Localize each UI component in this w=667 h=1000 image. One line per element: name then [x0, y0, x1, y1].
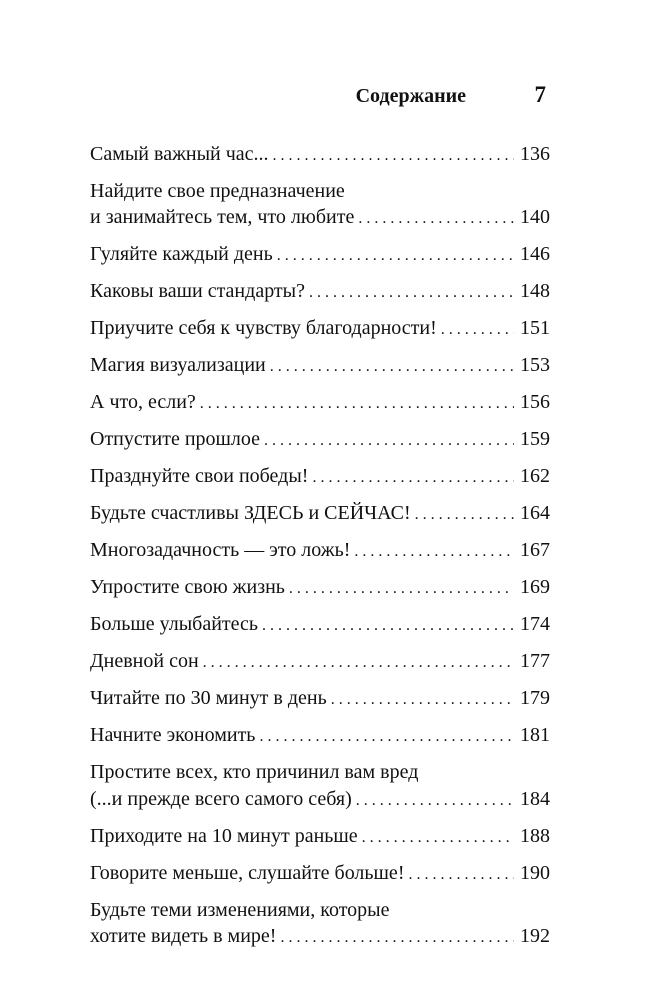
toc-entry-title: Будьте теми изменениями, которые: [90, 898, 390, 921]
toc-entry-line: [90, 178, 550, 204]
toc-entry: [90, 759, 550, 814]
dot-leader: [259, 724, 514, 750]
toc-entry-page: 153: [520, 354, 550, 377]
dot-leader: [280, 925, 514, 951]
toc-entry-title: Будьте счастливы ЗДЕСЬ и СЕЙЧАС!: [90, 502, 411, 525]
toc-entry-title: (...и прежде всего самого себя): [90, 787, 352, 810]
toc-entry-line: [90, 648, 550, 676]
toc-entry: [90, 897, 550, 952]
toc-entry-page: 146: [520, 243, 550, 266]
dot-leader: [273, 143, 514, 169]
toc-entry-line: [90, 463, 550, 491]
toc-entry-line: [90, 759, 550, 785]
toc-entry-title: Каковы ваши стандарты?: [90, 280, 305, 303]
toc-entry-title: Простите всех, кто причинил вам вред: [90, 761, 419, 784]
dot-leader: [264, 428, 514, 454]
dot-leader: [203, 650, 514, 676]
running-head: [90, 82, 550, 110]
toc-entry-page: 169: [520, 576, 550, 599]
toc-entry-page: 167: [520, 539, 550, 562]
toc-entry-line: [90, 786, 550, 814]
toc-entry: [90, 500, 550, 528]
toc-entry: [90, 241, 550, 269]
toc-entry-title: Отпустите прошлое: [90, 428, 261, 451]
table-of-contents: [90, 141, 550, 960]
toc-entry-line: [90, 315, 550, 343]
toc-entry: [90, 463, 550, 491]
toc-entry: [90, 574, 550, 602]
toc-entry-page: 184: [520, 787, 550, 810]
toc-entry: [90, 278, 550, 306]
toc-entry: [90, 537, 550, 565]
toc-entry-line: [90, 611, 550, 639]
toc-entry-title: Дневной сон: [90, 650, 199, 673]
dot-leader: [312, 465, 514, 491]
toc-entry-title: Самый важный час...: [90, 143, 269, 165]
toc-entry-page: 162: [520, 465, 550, 488]
dot-leader: [408, 862, 514, 888]
toc-entry: [90, 352, 550, 380]
toc-entry-page: 174: [520, 613, 550, 636]
toc-entry-title: Больше улыбайтесь: [90, 613, 259, 636]
dot-leader: [354, 539, 514, 565]
toc-entry: [90, 823, 550, 851]
toc-entry-line: [90, 141, 550, 169]
toc-entry-page: 159: [520, 428, 550, 451]
toc-entry-line: [90, 860, 550, 888]
toc-entry-title: Празднуйте свои победы!: [90, 465, 309, 488]
toc-entry-page: 190: [520, 861, 550, 884]
toc-entry: [90, 426, 550, 454]
dot-leader: [441, 317, 514, 343]
toc-entry-title: и занимайтесь тем, что любите: [90, 206, 355, 229]
toc-entry-page: 177: [520, 650, 550, 673]
toc-entry-line: [90, 241, 550, 269]
toc-entry-line: [90, 389, 550, 417]
toc-entry-page: 156: [520, 391, 550, 414]
toc-entry-page: 188: [520, 824, 550, 847]
toc-entry: [90, 860, 550, 888]
toc-entry: [90, 722, 550, 750]
dot-leader: [277, 243, 514, 269]
toc-entry-line: [90, 722, 550, 750]
toc-entry-line: [90, 426, 550, 454]
dot-leader: [309, 280, 514, 306]
toc-entry-page: 148: [520, 280, 550, 303]
toc-entry-title: Многозадачность — это ложь!: [90, 539, 351, 562]
toc-entry: [90, 611, 550, 639]
toc-entry: [90, 178, 550, 233]
toc-entry: [90, 685, 550, 713]
dot-leader: [289, 576, 514, 602]
toc-entry-title: Начните экономить: [90, 724, 256, 747]
page-number: 7: [534, 82, 546, 107]
toc-entry-line: [90, 500, 550, 528]
toc-entry-title: Приучите себя к чувству благодарности!: [90, 317, 437, 340]
toc-entry-title: Найдите свое предназначение: [90, 180, 345, 202]
toc-entry-page: 151: [520, 317, 550, 340]
dot-leader: [415, 502, 514, 528]
toc-entry-title: Упростите свою жизнь: [90, 576, 285, 599]
dot-leader: [262, 613, 514, 639]
toc-entry-line: [90, 823, 550, 851]
dot-leader: [200, 391, 514, 417]
toc-entry-line: [90, 574, 550, 602]
toc-entry: [90, 389, 550, 417]
dot-leader: [358, 206, 514, 232]
toc-entry-page: 136: [520, 143, 550, 165]
toc-entry: [90, 141, 550, 169]
toc-entry-line: [90, 204, 550, 232]
toc-entry-title: Приходите на 10 минут раньше: [90, 824, 358, 847]
toc-entry-title: Читайте по 30 минут в день: [90, 687, 327, 710]
toc-entry: [90, 315, 550, 343]
toc-entry-title: А что, если?: [90, 391, 196, 414]
toc-entry-title: хотите видеть в мире!: [90, 925, 277, 948]
toc-entry-line: [90, 685, 550, 713]
section-title: Содержание: [355, 85, 466, 107]
toc-entry-line: [90, 923, 550, 951]
toc-entry-title: Говорите меньше, слушайте больше!: [90, 861, 405, 884]
toc-entry-page: 179: [520, 687, 550, 710]
dot-leader: [331, 687, 514, 713]
toc-entry-page: 181: [520, 724, 550, 747]
dot-leader: [356, 788, 514, 814]
toc-entry-line: [90, 278, 550, 306]
toc-entry-page: 192: [520, 925, 550, 948]
toc-entry-page: 164: [520, 502, 550, 525]
toc-entry-page: 140: [520, 206, 550, 229]
dot-leader: [362, 825, 514, 851]
toc-entry-line: [90, 897, 550, 923]
toc-entry-line: [90, 352, 550, 380]
toc-entry-title: Магия визуализации: [90, 354, 266, 377]
toc-entry: [90, 648, 550, 676]
dot-leader: [270, 354, 514, 380]
toc-entry-line: [90, 537, 550, 565]
toc-entry-title: Гуляйте каждый день: [90, 243, 273, 266]
